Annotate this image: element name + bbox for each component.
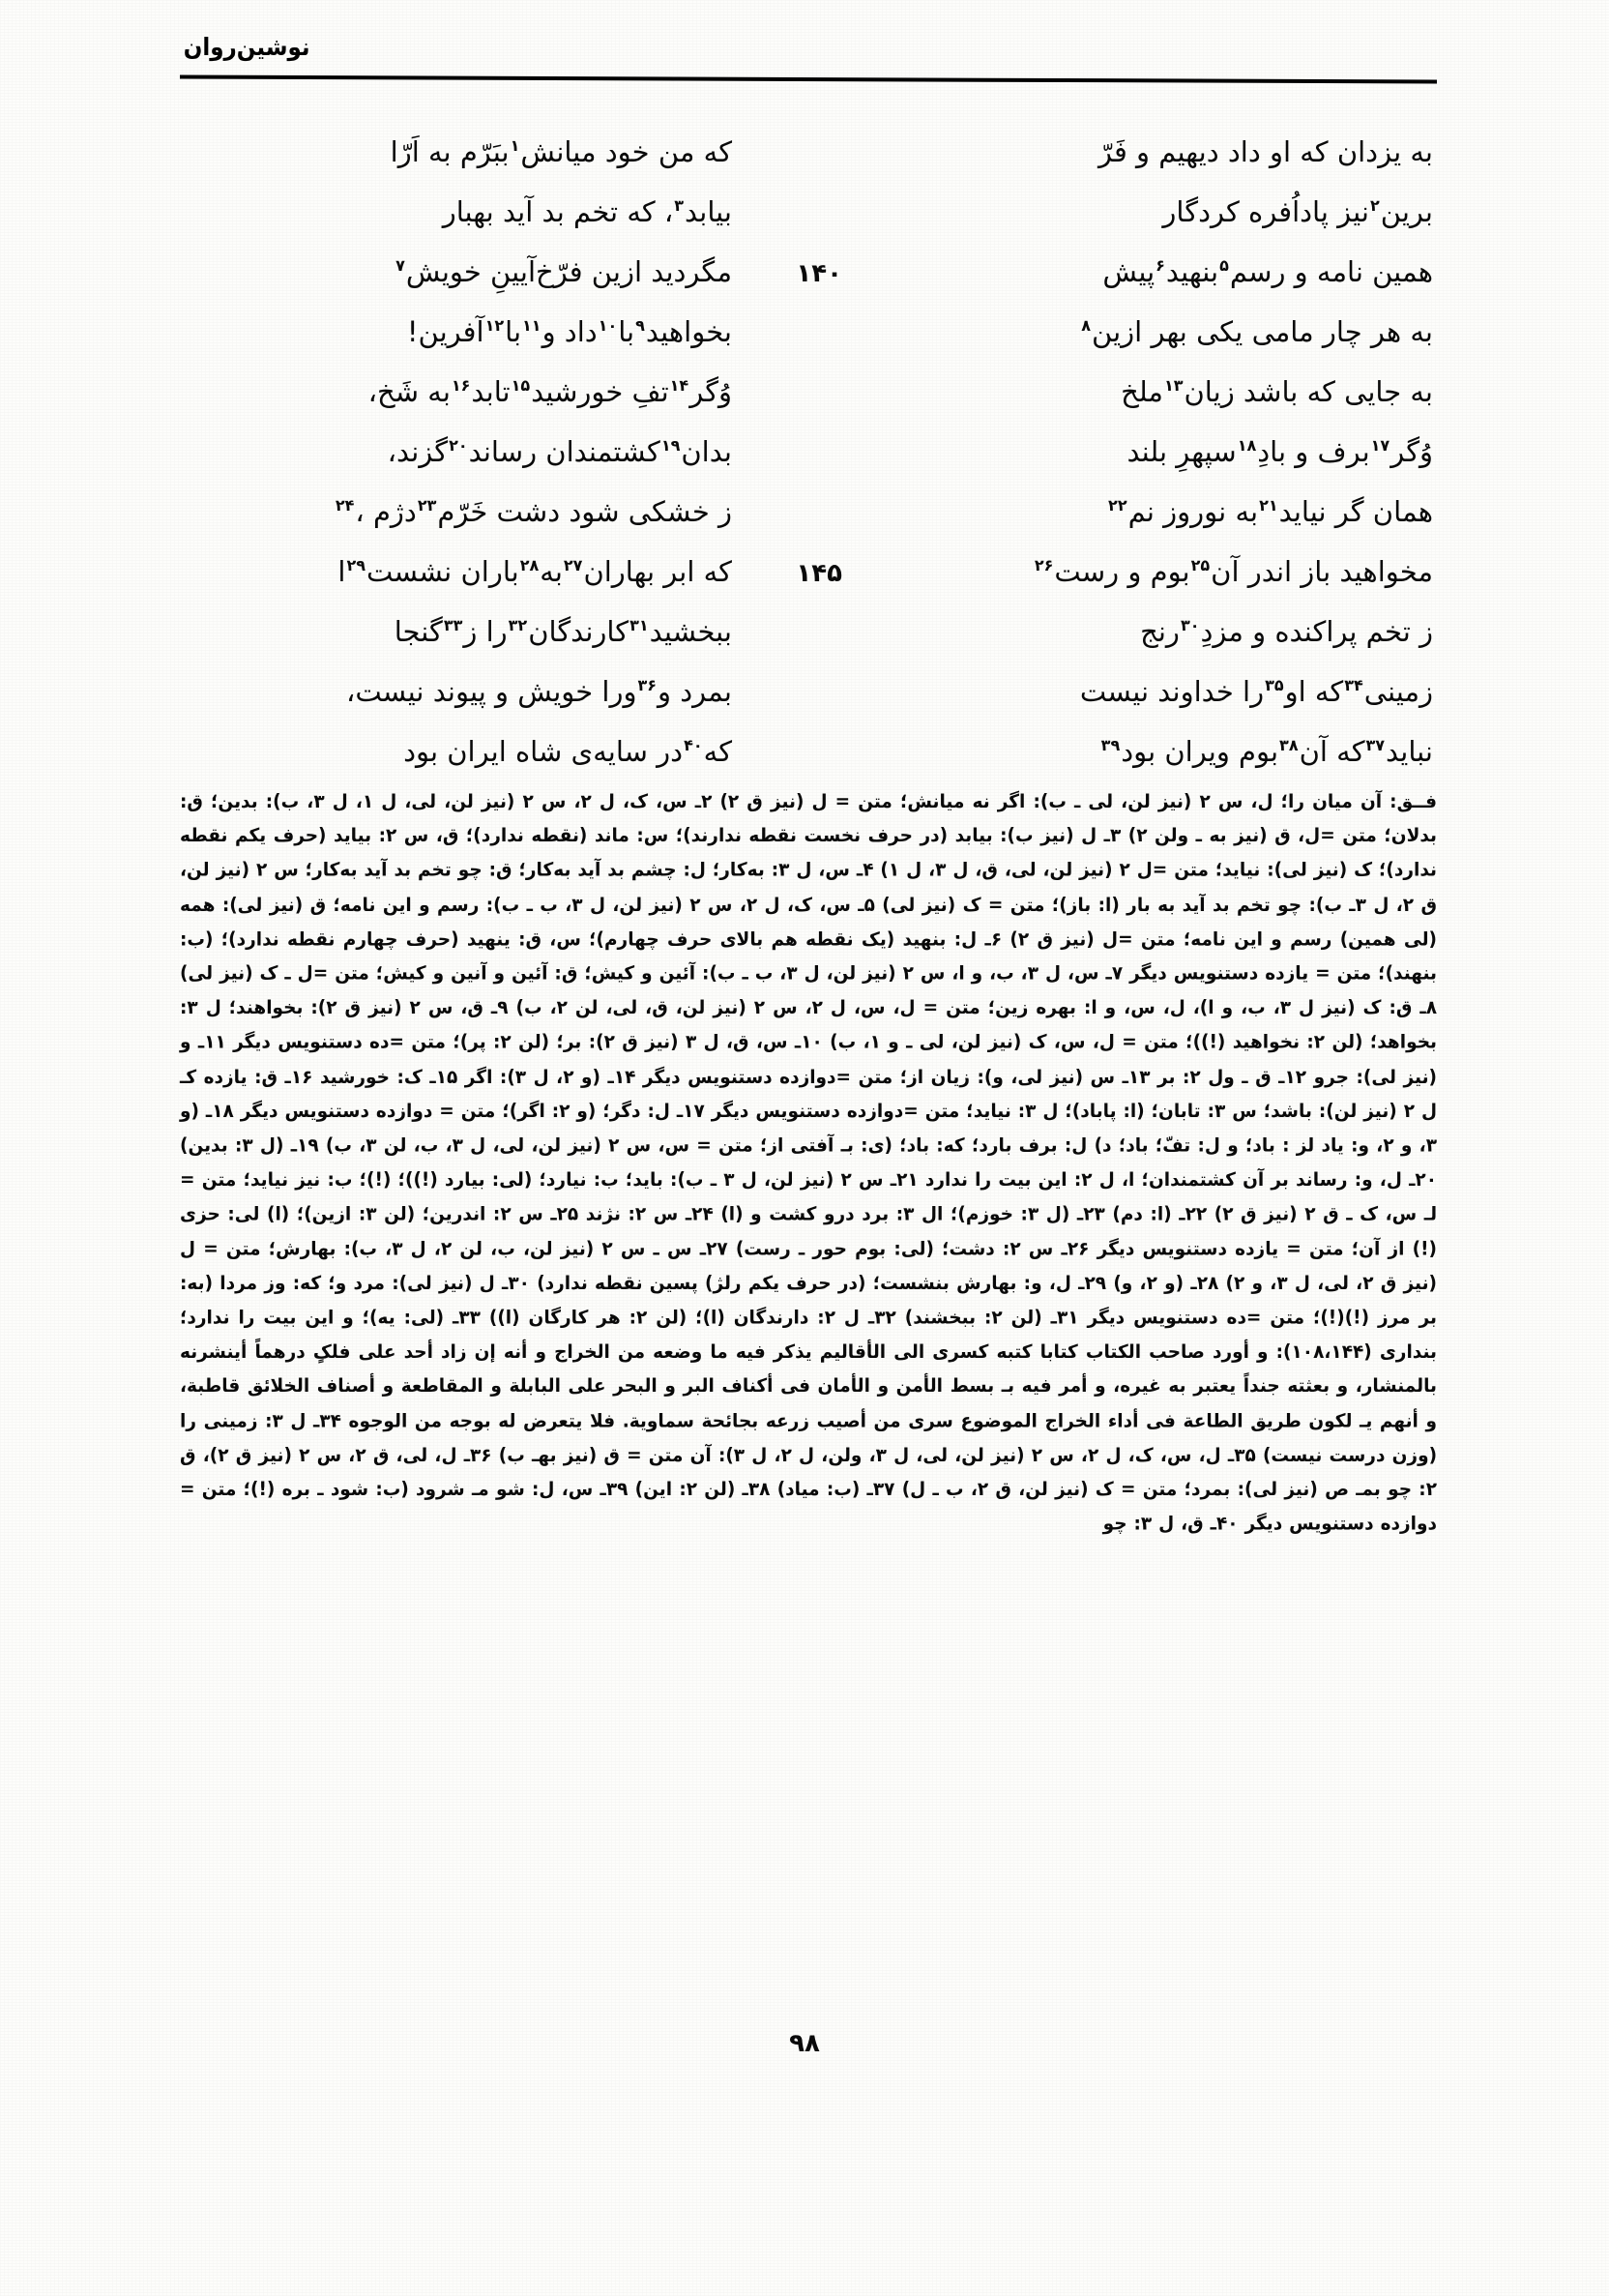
verse-text: وُگر [1390,434,1433,468]
verse-text: که او [1284,674,1344,708]
footnote-marker[interactable]: ۳۱ [629,616,649,634]
verse-text: به شَخ، [367,374,451,408]
footnote-marker[interactable]: ۹ [635,316,645,335]
hemistich-right [842,296,1437,362]
verse-text: تابد [471,374,511,408]
hemistich-right [842,416,1437,482]
verse-text: کشتمندان رساند [468,434,660,468]
verse-text: نیز پاداُفره کردگار [1162,194,1369,228]
page-number: ۹۸ [789,2029,820,2058]
verse-text: برف و بادِ [1257,434,1370,468]
footnote-marker[interactable]: ۲۳ [417,496,437,515]
hemistich-right [842,176,1437,242]
hemistich-left [141,176,761,242]
verse-text: که آن [1299,734,1365,768]
footnote-marker[interactable]: ۵ [1219,256,1229,275]
verse-text: وُگر [689,374,732,408]
footnote-marker[interactable]: ۱۲ [484,316,505,335]
hemistich-right [842,656,1437,721]
footnote-marker[interactable]: ۲۹ [346,556,366,574]
verse-text: رنج [1140,614,1180,648]
footnote-marker[interactable]: ۳۹ [1100,736,1121,754]
footnote-marker[interactable]: ۲۵ [1190,556,1211,574]
apparatus-paragraph: فــق: آن میان را؛ ل، س ۲ (نیز لن، لی ـ ب): اگر نه میانش؛ متن = ل (نیز ق ۲) ۲ـ س، ک، ل ۲، س ۲ (نیز لن، لی، ل ۱، ل ۳، ب): بدین؛ ق: بدلان؛ متن =ل، ق (نیز به ـ ولن ۲) ۳ـ ل (نیز ب): بیابد (در حرف نخست نقطه ندارند)؛ س: ماند (نقطه ندارد)؛ ق، س ۲: بیاید (حرف یکم نقطه ندارد)؛ ک (نیز لی): نیاید؛ متن =ل ۲ (نیز لن، لی، ق، ل ۳، ل ۱) ۴ـ س، ل ۳: به‌کار؛ ل: چشم بد آید به‌کار؛ ق: چو تخم بد آید به‌کار؛ س ۲ (نیز لن، ق ۲، ل ۳ـ ب): چو تخم بد آید به بار (ا: باز)؛ متن = ک (نیز لی) ۵ـ س، ک، ل ۲، س ۲ (نیز لن، ل ۳، ب ـ ب): رسم و این نامه؛ ق (نیز لی): همه (لی همین) رسم و این نامه؛ متن =ل (نیز ق ۲) ۶ـ ل: بنهید (یک نقطه هم بالای حرف چهارم)؛ س، ق: ینهید (حرف چهارم نقطه ندارد)؛ (ب: بنهند)؛ متن = یازده دستنویس دیگر ۷ـ س، ل ۳، ب، و ا، س ۲ (نیز لن، ل ۳، ب ـ ب): آئین و کیش؛ ق: آئین و آنین و کیش؛ متن =ل ـ ک (نیز لی) ۸ـ ق: ک (نیز ل ۳، ب، و ا)، ل، س، و ا: بهره زین؛ متن = ل، س، ل ۲، س ۲ (نیز لن، ق، لی، لن ۲، ب) ۹ـ ق، س ۲ (نیز ق ۲): بخواهند؛ ل ۳: بخواهد؛ (لن ۲: نخواهید (!))؛ متن = ل، س، ک (نیز لن، لی ـ و ۱، ب) ۱۰ـ س، ق، ل ۳ (نیز ق ۲): بر؛ (لن ۲: پر)؛ متن =ده دستنویس دیگر ۱۱ـ و (نیز لی): جرو ۱۲ـ ق ـ ول ۲: بر ۱۳ـ س (نیز لی، و): زیان از؛ متن =دوازده دستنویس دیگر ۱۴ـ (و ۲، ل ۳): اگر ۱۵ـ ک: خورشید ۱۶ـ ق: یازده کـ ل ۲ (نیز لن): باشد؛ س ۳: تابان؛ (ا: پاباد)؛ ل ۳: نیاید؛ متن =دوازده دستنویس دیگر ۱۷ـ ل: دگر؛ (و ۲: اگر)؛ متن = دوازده دستنویس دیگر ۱۸ـ (و ۳، و ۲، و: یاد لز : باد؛ و ل: تفّ؛ باد؛ د) ل: برف بارد؛ که: باد؛ (ی: بـ آفتی از؛ متن = س، س ۲ (نیز لن، لی، ل ۳، ب، لن ۳، ب) ۱۹ـ (ل ۳: بدین) ۲۰ـ ل، و: رساند بر آن کشتمندان؛ ا، ل ۲: این بیت را ندارد ۲۱ـ س ۲ (نیز لن، ل ۳ ـ ب): باید؛ ب: نیارد؛ (لی: بیارد (!))؛ (!)؛ ب: نیز نیاید؛ متن = لـ س، ک ـ ق ۲ (نیز ق ۲) ۲۲ـ (ا: دم) ۲۳ـ (ل ۳: خوزم)؛ ال ۳: برد درو کشت و (ا) ۲۴ـ س ۲: نژند ۲۵ـ س ۲: اندرین؛ (لن ۳: ازین)؛ (ا) لی: حزی (!) از آن؛ متن = یازده دستنویس دیگر ۲۶ـ س ۲: دشت؛ (لی: بوم حور ـ رست) ۲۷ـ س ـ س ۲ (نیز لن، ب، لن ۲، ل ۳، ب): بهارش؛ متن = ل (نیز ق ۲، لی، ل ۳، و ۲) ۲۸ـ (و ۲، و) ۲۹ـ ل، و: بهارش بنشست؛ (در حرف یکم رلژ) پسین نقطه ندارد) ۳۰ـ ل (نیز لی): مرد و؛ که: وز مردا (به: بر مرز (!)(!)؛ متن =ده دستنویس دیگر ۳۱ـ (لن ۲: ببخشند) ۳۲ـ ل ۲: دارندگان (ا)؛ (لن ۲: هر کارگان (ا)) ۳۳ـ (لی: یه)؛ و این بیت را ندارد؛ بنداری (۱۰۸،۱۴۴): و أورد صاحب الکتاب کتابا کتبه کسری الی الأقالیم یذکر فیه ما وضعه من الخراج و أنه إن زاد أحد علی فلکٍ درهماً أینشرنه بالمنشار، و بعثته جنداً یعتبر به غیره، و أمر فیه بـ بسط الأمن و الأمان فی أکناف البر و البحر علی البابلة و المقاطعة و أصناف الخلائق قاطبة، و أنهم یـ لکون طریق الطاعة فی أداء الخراج الموضوع سری من أصیب زرعه بجائحة سماویة. فلا یتعرض له بوجه من الوجوه ۳۴ـ ل ۳: زمینی را (وزن درست نیست) ۳۵ـ ل، س، ک، ل ۲، س ۲ (نیز لن، لی، ل ۳، ولن، ل ۲، ل ۳): آن متن = ق (نیز بهـ ب) ۳۶ـ ل، لی، ق ۲، س ۲ (نیز ق ۲)، ق ۲: چو بمـ ص (نیز لی): بمرد؛ متن = ک (نیز لن، ق ۲، ب ـ ل) ۳۷ـ (ب: میاد) ۳۸ـ (لن ۲: این) ۳۹ـ س، ل: شو مـ شرود (ب: شود ـ بره (!)؛ متن = دوازده دستنویس دیگر ۴۰ـ ق، ل ۳: چو [180,791,1438,1536]
footnote-marker[interactable]: ۱۷ [1370,436,1390,455]
verse-text: که من خود میانش [520,134,732,168]
verse-block [180,116,1437,776]
hemistich-left [141,476,761,542]
verse-couplet [180,476,1437,536]
footnote-marker[interactable]: ۸ [1081,316,1092,335]
verse-text: به [540,554,563,588]
verse-couplet [180,536,1437,596]
hemistich-right [842,236,1437,302]
verse-couplet [180,296,1437,356]
footnote-marker[interactable]: ۱۸ [1237,436,1257,455]
verse-text: ز تخم پراکنده و مزدِ [1200,614,1433,648]
verse-couplet [180,416,1437,476]
footnote-marker[interactable]: ۳۲ [508,616,528,634]
verse-text: در سایه‌ی شاه ایران بود [403,734,684,768]
verse-number: ۱۴۵ [796,558,842,588]
verse-couplet [180,116,1437,176]
verse-text: را خداوند نیست [1079,674,1265,708]
footnote-marker[interactable]: ۲۷ [563,556,583,574]
verse-text: ببخشید [649,614,732,648]
footnote-marker[interactable]: ۱۱ [522,316,541,335]
verse-text: همان گر نیاید [1278,494,1433,528]
hemistich-right [842,356,1437,422]
verse-text: آفرین! [406,314,484,348]
footnote-marker[interactable]: ۲ [1370,196,1380,215]
verse-text: باران نشست [366,554,519,588]
textual-apparatus [180,785,1437,1543]
hemistich-left [141,296,761,362]
footnote-marker[interactable]: ۳۵ [1265,676,1284,694]
verse-text: بوم و رست [1054,554,1190,588]
verse-text: بمرد و [658,674,732,708]
verse-text: به جایی که باشد زیان [1184,374,1433,408]
verse-text: کارندگان [528,614,629,648]
verse-text: مگردید ازین فرّخ‌آیینِ خویش [405,254,732,288]
verse-text: به نوروز نم [1127,494,1259,528]
verse-couplet [180,716,1437,776]
footnote-marker[interactable]: ۳ [674,196,685,215]
footnote-marker[interactable]: ۳۷ [1365,736,1386,754]
footnote-marker[interactable]: ۱ [510,136,520,155]
hemistich-right [842,122,1437,182]
verse-couplet [180,176,1437,236]
hemistich-left [141,236,761,302]
verse-couplet [180,596,1437,656]
verse-text: ، که تخم بد آید بهبار [442,194,674,228]
verse-text: بوم ویران بود [1121,734,1279,768]
footnote-marker[interactable]: ۲۶ [1034,556,1054,574]
verse-text: ز خشکی شود دشت خَرّم [437,494,732,528]
running-head-title: نوشین‌روان [183,33,310,61]
verse-text: زمینی [1363,674,1433,708]
verse-text: که [703,734,732,768]
hemistich-left [141,116,761,182]
footnote-marker[interactable]: ۳۸ [1279,736,1299,754]
verse-text: گزند، [387,434,449,468]
verse-text: همین نامه و رسم [1229,254,1433,288]
verse-text: داد و [541,314,598,348]
footnote-marker[interactable]: ۳۴ [1344,676,1363,694]
hemistich-left [141,536,761,602]
verse-couplet [180,236,1437,296]
footnote-marker[interactable]: ۱۹ [660,436,681,455]
verse-text: گنجا [394,614,443,648]
hemistich-left [141,416,761,482]
verse-text: تفِ خورشید [531,374,669,408]
footnote-marker[interactable]: ۱۳ [1163,376,1184,395]
hemistich-right [842,716,1437,781]
verse-text: مخواهید باز اندر آن [1211,554,1433,588]
hemistich-right [842,596,1437,662]
hemistich-left [141,596,761,662]
footnote-marker[interactable]: ۲۴ [335,496,355,515]
footnote-marker[interactable]: ۳۳ [443,616,463,634]
hemistich-left [141,656,761,721]
header-rule [180,75,1437,84]
verse-text: سپهرِ بلند [1126,434,1237,468]
footnote-marker[interactable]: ۱۴ [669,376,689,395]
footnote-marker[interactable]: ۷ [395,256,405,275]
verse-text: پیش [1102,254,1156,288]
hemistich-left [141,716,761,781]
footnote-marker[interactable]: ۱۵ [511,376,531,395]
verse-text: ورا خویش و پیوند نیست، [345,674,637,708]
verse-text: با [505,314,522,348]
verse-text: به یزدان که او داد دیهیم و فَرّ [1097,134,1433,168]
verse-text: که ابر بهاران [583,554,732,588]
verse-couplet [180,656,1437,716]
verse-text: بیابد [685,194,732,228]
footnote-marker[interactable]: ۶ [1156,256,1165,275]
hemistich-right [842,536,1437,602]
verse-text: را ز [463,614,508,648]
verse-text: بنهید [1165,254,1219,288]
hemistich-left [141,356,761,422]
verse-text: بخواهید [645,314,732,348]
verse-text: ملخ [1121,374,1163,408]
footnote-marker[interactable]: ۲۸ [519,556,540,574]
verse-text: دژم ، [355,494,417,528]
verse-text: برین [1380,194,1433,228]
footnote-marker[interactable]: ۲۱ [1259,496,1278,515]
verse-text: با [618,314,635,348]
footnote-marker[interactable]: ۲۲ [1108,496,1127,515]
verse-couplet [180,356,1437,416]
verse-text: بدان [681,434,732,468]
verse-number: ۱۴۰ [796,258,842,288]
hemistich-right [842,476,1437,542]
verse-text: به هر چار مامی یکی بهر ازین [1092,314,1433,348]
footnote-marker[interactable]: ۳۰ [1180,616,1200,634]
verse-text: نباید [1386,734,1433,768]
footnote-marker[interactable]: ۳۶ [637,676,658,694]
footnote-marker[interactable]: ۱۰ [598,316,618,335]
footnote-marker[interactable]: ۲۰ [449,436,468,455]
footnote-marker[interactable]: ۴۰ [684,736,703,754]
running-head [178,33,1425,61]
verse-text: ا [337,554,346,588]
verse-text: ببَرّم به اَرّا [390,134,510,168]
footnote-marker[interactable]: ۱۶ [451,376,471,395]
